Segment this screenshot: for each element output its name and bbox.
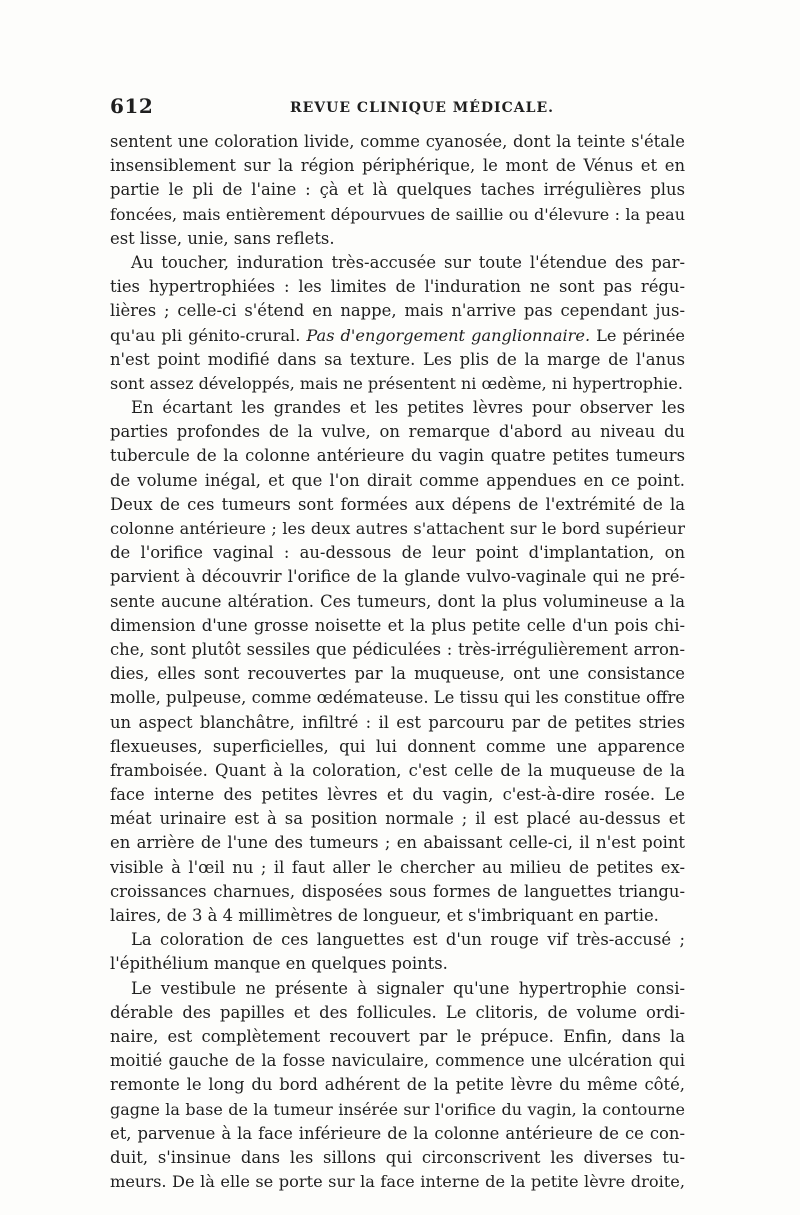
text-line: parvient à découvrir l'orifice de la glande vulvo-vaginale qui ne pré- bbox=[110, 567, 685, 587]
text-line: croissances charnues, disposées sous formes de languettes triangu- bbox=[110, 881, 685, 901]
text-line: partie le pli de l'aine : çà et là quelques taches irrégulières plus bbox=[110, 180, 685, 200]
text-line: gagne la base de la tumeur insérée sur l'orifice du vagin, la contourne bbox=[110, 1099, 685, 1119]
text-line: méat urinaire est à sa position normale ; il est placé au-dessus et bbox=[110, 809, 685, 829]
text-line: meurs. De là elle se porte sur la face interne de la petite lèvre droite, bbox=[110, 1172, 685, 1192]
text-line: dies, elles sont recouvertes par la muqueuse, ont une consistance bbox=[110, 664, 685, 684]
text-line: moitié gauche de la fosse naviculaire, commence une ulcération qui bbox=[110, 1051, 685, 1071]
text-line: sentent une coloration livide, comme cyanosée, dont la teinte s'étale bbox=[110, 132, 685, 151]
text-line: lières ; celle-ci s'étend en nappe, mais n'arrive pas cependant jus- bbox=[110, 301, 685, 321]
text-line: dimension d'une grosse noisette et la plus petite celle d'un pois chi- bbox=[110, 615, 685, 635]
text-line-with-emphasis bbox=[110, 324, 685, 348]
text-line: naire, est complètement recouvert par le prépuce. Enfin, dans la bbox=[110, 1026, 685, 1046]
text-line: colonne antérieure ; les deux autres s'attachent sur le bord supérieur bbox=[110, 519, 685, 538]
text-line: laires, de 3 à 4 millimètres de longueur, et s'imbriquant en partie. bbox=[110, 906, 659, 925]
text-line: dérable des papilles et des follicules. Le clitoris, de volume ordi- bbox=[110, 1002, 685, 1022]
text-line: En écartant les grandes et les petites lèvres pour observer les bbox=[131, 398, 685, 418]
text-line: flexueuses, superficielles, qui lui donnent comme une apparence bbox=[110, 736, 685, 756]
text-line: duit, s'insinue dans les sillons qui circonscrivent les diverses tu- bbox=[110, 1147, 685, 1167]
text-line: molle, pulpeuse, comme œdémateuse. Le tissu qui les constitue offre bbox=[110, 688, 685, 708]
page-number: 612 bbox=[110, 94, 154, 118]
text-line: est lisse, unie, sans reflets. bbox=[110, 228, 335, 248]
text-line: et, parvenue à la face inférieure de la colonne antérieure de ce con- bbox=[110, 1123, 685, 1143]
text-line: La coloration de ces languettes est d'un rouge vif très-accusé ; bbox=[131, 930, 685, 950]
page-header bbox=[110, 92, 685, 122]
text-line: Deux de ces tumeurs sont formées aux dépens de l'extrémité de la bbox=[110, 494, 685, 514]
text-line: visible à l'œil nu ; il faut aller le chercher au milieu de petites ex- bbox=[110, 857, 685, 877]
text-line: de l'orifice vaginal : au-dessous de leur point d'implantation, on bbox=[110, 543, 685, 563]
text-line: che, sont plutôt sessiles que pédiculées : très-irrégulièrement arron- bbox=[110, 639, 685, 659]
text-line: n'est point modifié dans sa texture. Les plis de la marge de l'anus bbox=[110, 349, 685, 369]
text-line: de volume inégal, et que l'on dirait comme appendues en ce point. bbox=[110, 470, 685, 490]
text-line: insensiblement sur la région périphérique, le mont de Vénus et en bbox=[110, 156, 685, 176]
text-line: remonte le long du bord adhérent de la petite lèvre du même côté, bbox=[110, 1075, 685, 1095]
text-line: face interne des petites lèvres et du vagin, c'est-à-dire rosée. Le bbox=[110, 785, 685, 805]
body-text bbox=[110, 130, 685, 1194]
text-line: sente aucune altération. Ces tumeurs, dont la plus volumineuse a la bbox=[110, 591, 685, 611]
text-line: ties hypertrophiées : les limites de l'induration ne sont pas régu- bbox=[110, 277, 685, 297]
text-line: framboisée. Quant à la coloration, c'est celle de la muqueuse de la bbox=[110, 760, 685, 780]
text-line: tubercule de la colonne antérieure du vagin quatre petites tumeurs bbox=[110, 446, 685, 466]
text-line: en arrière de l'une des tumeurs ; en abaissant celle-ci, il n'est point bbox=[110, 833, 685, 853]
text-line: Au toucher, induration très-accusée sur toute l'étendue des par- bbox=[131, 252, 685, 272]
text-line: parties profondes de la vulve, on remarque d'abord au niveau du bbox=[110, 422, 685, 442]
text-line: Le vestibule ne présente à signaler qu'une hypertrophie consi- bbox=[131, 978, 685, 998]
text-segment: qu'au pli génito-crural. bbox=[110, 325, 307, 345]
text-line: un aspect blanchâtre, infiltré : il est parcouru par de petites stries bbox=[110, 712, 685, 732]
running-title: REVUE CLINIQUE MÉDICALE. bbox=[290, 100, 555, 116]
text-segment: Le périnée bbox=[590, 325, 685, 345]
text-line: l'épithélium manque en quelques points. bbox=[110, 954, 448, 974]
text-line: foncées, mais entièrement dépourvues de saillie ou d'élevure : la peau bbox=[110, 204, 685, 224]
text-line: sont assez développés, mais ne présentent ni œdème, ni hypertrophie. bbox=[110, 373, 683, 393]
emphasized-text: Pas d'engorgement ganglionnaire. bbox=[306, 325, 591, 345]
